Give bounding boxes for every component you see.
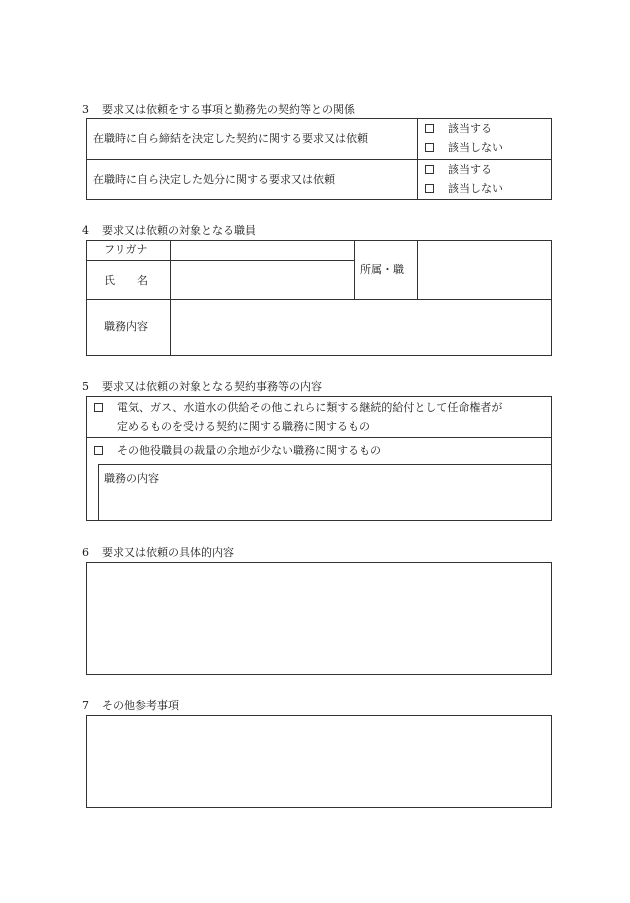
name-field[interactable] <box>171 261 354 299</box>
section-number: 6 <box>82 546 89 559</box>
row-label-contract: 在職時に自ら締結を決定した契約に関する要求又は依頼 <box>93 132 368 145</box>
section-number: 4 <box>82 224 89 237</box>
section-title: 要求又は依頼の対象となる契約事務等の内容 <box>102 380 322 393</box>
option-continuous-supply[interactable] <box>94 401 502 415</box>
section-number: 7 <box>82 699 89 712</box>
duties-box-top <box>98 464 552 465</box>
section-title: 要求又は依頼の具体的内容 <box>102 546 234 559</box>
option-divider <box>86 437 552 438</box>
checkbox-icon[interactable] <box>425 124 434 133</box>
row-divider <box>86 159 552 160</box>
furigana-field[interactable] <box>171 241 354 260</box>
section-number: 5 <box>82 380 89 393</box>
option-low-discretion[interactable] <box>94 444 381 458</box>
name-label: 氏 名 <box>104 274 148 287</box>
reference-notes-field[interactable] <box>86 715 552 808</box>
section-3-heading <box>82 101 355 117</box>
request-details-field[interactable] <box>86 562 552 675</box>
checkbox-icon[interactable] <box>425 143 434 152</box>
duties-label: 職務内容 <box>104 320 148 333</box>
section-number: 3 <box>82 103 89 116</box>
affiliation-field[interactable] <box>418 241 551 299</box>
checkbox-icon[interactable] <box>425 184 434 193</box>
option-continuous-supply-line2: 定めるものを受ける契約に関する職務に関するもの <box>117 420 370 433</box>
duties-content-field[interactable] <box>99 488 551 520</box>
section-7-heading <box>82 697 179 713</box>
row-label-disposition: 在職時に自ら決定した処分に関する要求又は依頼 <box>93 173 335 186</box>
checkbox-icon[interactable] <box>94 403 103 412</box>
affiliation-column-divider <box>354 240 355 299</box>
option-not-applicable-contract[interactable] <box>425 141 503 155</box>
affiliation-label: 所属・職 <box>360 263 404 276</box>
option-label: 該当しない <box>448 182 503 195</box>
checkbox-icon[interactable] <box>425 165 434 174</box>
option-applicable-contract[interactable] <box>425 122 492 136</box>
option-label: 該当しない <box>448 141 503 154</box>
option-label: 該当する <box>448 163 492 176</box>
option-label: その他役職員の裁量の余地が少ない職務に関するもの <box>117 444 381 457</box>
section-title: 要求又は依頼をする事項と勤務先の契約等との関係 <box>102 103 355 116</box>
option-applicable-disposition[interactable] <box>425 163 492 177</box>
duties-content-label: 職務の内容 <box>104 472 159 485</box>
column-divider <box>417 118 418 200</box>
duties-field[interactable] <box>171 300 551 355</box>
checkbox-icon[interactable] <box>94 446 103 455</box>
option-label: 電気、ガス、水道水の供給その他これらに類する継続的給付として任命権者が <box>117 401 503 414</box>
section-6-heading <box>82 544 234 560</box>
option-label: 該当する <box>448 122 492 135</box>
option-not-applicable-disposition[interactable] <box>425 182 503 196</box>
section-title: その他参考事項 <box>102 699 179 712</box>
section-4-heading <box>82 222 256 238</box>
section-5-heading <box>82 378 322 394</box>
furigana-label: フリガナ <box>104 243 148 256</box>
section-title: 要求又は依頼の対象となる職員 <box>102 224 256 237</box>
